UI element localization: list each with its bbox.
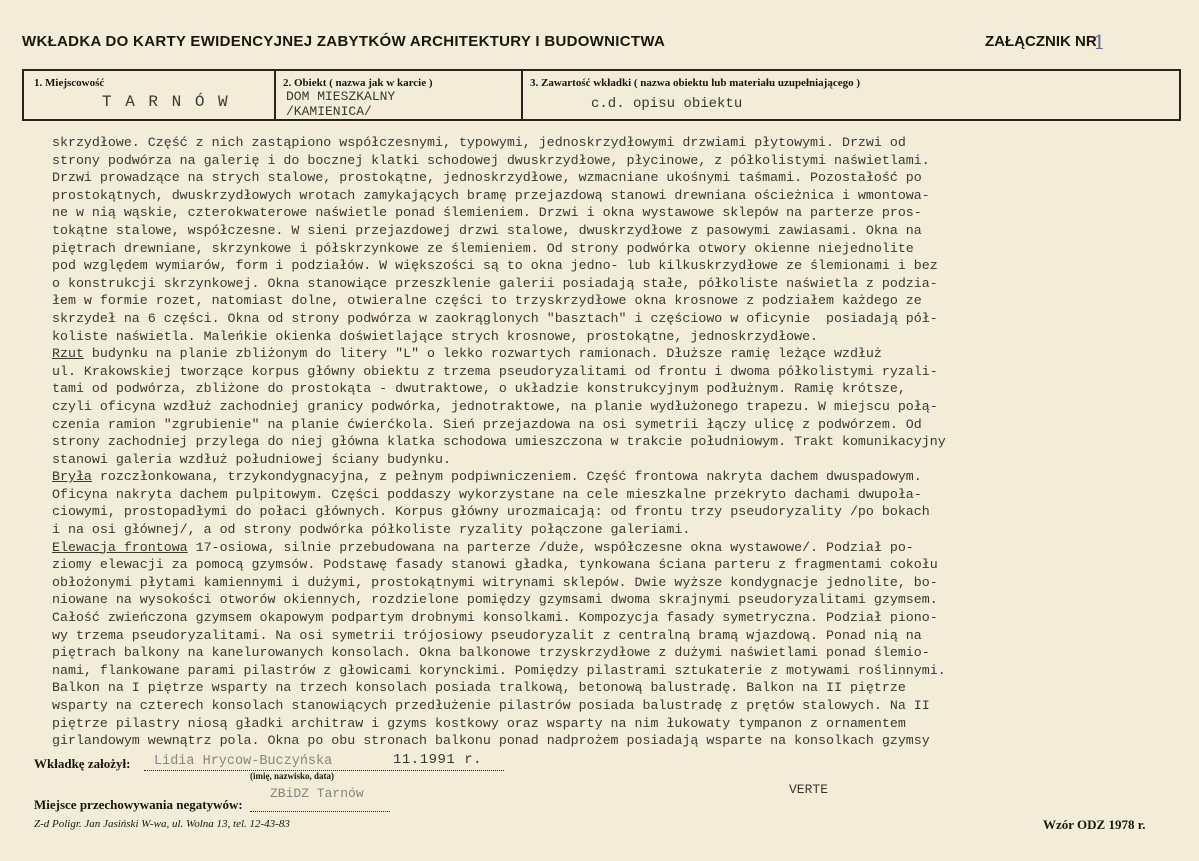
description-line: tokątne stalowe, współczesne. W sieni przejazdowej drzwi stalowe, dwuskrzydłowe z pasowymi zawiasami. Okna na bbox=[52, 222, 922, 238]
description-body bbox=[52, 134, 1192, 750]
description-line: Elewacja frontowa 17-osiowa, silnie przebudowana na parterze /duże, współczesne okna wystawowe/. Podział po- bbox=[52, 539, 914, 555]
printer-imprint: Z-d Poligr. Jan Jasiński W-wa, ul. Wolna 13, tel. 12-43-83 bbox=[34, 818, 290, 830]
description-line: Całość zwieńczona gzymsem okapowym podpartym drobnymi konsolkami. Kompozycja fasady symetryczna. Podział piono- bbox=[52, 610, 938, 626]
section-heading: Bryła bbox=[52, 469, 92, 485]
section-heading: Rzut bbox=[52, 346, 84, 362]
description-line: piętrach balkony na kanelurowanych konsolach. Okna balkonowe trzyskrzydłowe z dużymi naświetlami ponad ślemio- bbox=[52, 645, 930, 661]
description-line: ul. Krakowskiej tworzące korpus główny obiektu z trzema pseudoryzalitami od frontu i dwoma półkolistymi ryzali- bbox=[52, 363, 938, 379]
description-line: koliste naświetla. Maleńkie okienka doświetlające strych krosnowe, prostokątne, jednoskrzydłowe. bbox=[52, 328, 819, 344]
annex-label: ZAŁĄCZNIK NR bbox=[985, 33, 1097, 50]
description-line: stanowi galeria wzdłuż południowej ściany budynku. bbox=[52, 451, 451, 467]
header-fields-box bbox=[22, 69, 1181, 121]
created-by-name: Lidia Hrycow-Buczyńska bbox=[154, 754, 333, 769]
annex-number: 1 bbox=[1093, 30, 1106, 54]
description-line: nami, flankowane parami pilastrów z głowicami korynckimi. Pomiędzy pilastrami sztukaterie z motywami roślinnymi. bbox=[52, 662, 946, 678]
object-label: 2. Obiekt ( nazwa jak w karcie ) bbox=[283, 77, 433, 89]
description-line: czyli oficyna wzdłuż zachodniej granicy podwórka, jednotraktowe, na planie wydłużonego trapezu. W miejscu połą- bbox=[52, 398, 938, 414]
locality-value: T A R N Ó W bbox=[102, 93, 230, 111]
description-line: o konstrukcji skrzynkowej. Okna stanowiące przeszklenie galerii posiadają stałe, półkoliste naświetla z podzia- bbox=[52, 275, 938, 291]
description-line: tami od podwórza, zbliżone do prostokąta - dwutraktowe, o układzie konstrukcyjnym podłużnym. Ramię krótsze, bbox=[52, 381, 906, 397]
description-line: i na osi głównej/, a od strony podwórka półkoliste ryzality połączone galeriami. bbox=[52, 522, 691, 538]
description-line: obłożonymi płytami kamiennymi i dużymi, prostokątnymi witrynami sklepów. Dwie wyższe kondygnacje jednolite, bo- bbox=[52, 574, 938, 590]
description-line: Bryła rozczłonkowana, trzykondygnacyjna, z pełnym podpiwniczeniem. Część frontowa nakryta dachem dwuspadowym. bbox=[52, 469, 922, 485]
description-line: piętrze pilastry niosą gładki architraw i gzyms kostkowy oraz wsparty na nim łukowaty tympanon z ornamentem bbox=[52, 715, 906, 731]
description-line: strony zachodniej przylega do niej główna klatka schodowa umieszczona w trakcie południowym. Trakt komunikacyjny bbox=[52, 434, 946, 450]
description-line: Oficyna nakryta dachem pulpitowym. Części poddaszy wykorzystane na cele mieszkalne przekryto dachami dwupoła- bbox=[52, 486, 922, 502]
field-divider bbox=[521, 71, 523, 119]
created-date: 11.1991 r. bbox=[393, 752, 483, 768]
description-line: wsparty na czterech konsolach stanowiących przedłużenie pilastrów posiada balustradę z prętów stalowych. Na II bbox=[52, 698, 930, 713]
negatives-line bbox=[250, 811, 390, 812]
locality-label: 1. Miejscowość bbox=[34, 77, 105, 89]
description-line: strony podwórza na galerię i do bocznej klatki schodowej dwuskrzydłowe, płycinowe, z półkolistymi naświetlami. bbox=[52, 152, 930, 168]
content-value: c.d. opisu obiektu bbox=[591, 96, 743, 112]
description-line: czenia ramion "zgrubienie" na planie ćwierćkola. Sień przejazdowa na osi symetrii łączy ulicę z podwórzem. Od bbox=[52, 416, 922, 432]
description-line: ciowymi, prostopadłymi do połaci głównych. Korpus główny urozmaicają: od frontu trzy pseudoryzality /po bokach bbox=[52, 504, 930, 520]
description-line: pod względem wymiarów, form i podziałów. W większości są to okna jedno- lub kilkuskrzydłowe ze ślemionami i bez bbox=[52, 258, 938, 274]
created-by-hint: (imię, nazwisko, data) bbox=[250, 771, 334, 781]
form-model: Wzór ODZ 1978 r. bbox=[1043, 817, 1146, 832]
description-line: niowane na wysokości otworów okiennych, rozdzielone pomiędzy gzymsami dwoma skrajnymi pseudoryzalitami gzymsem. bbox=[52, 592, 938, 608]
verte-note: VERTE bbox=[789, 782, 829, 797]
section-heading: Elewacja frontowa bbox=[52, 539, 188, 555]
negatives-label: Miejsce przechowywania negatywów: bbox=[34, 797, 243, 812]
description-line: łem w formie rozet, natomiast dolne, otwieralne części to trzyskrzydłowe okna krosnowe z podziałem każdego ze bbox=[52, 293, 922, 309]
description-line: piętrach drewniane, skrzynkowe i półskrzynkowe ze ślemieniem. Od strony podwórka otwory okienne niejednolite bbox=[52, 240, 914, 256]
description-line: skrzydłowe. Część z nich zastąpiono współczesnymi, typowymi, jednoskrzydłowymi drzwiami płytowymi. Drzwi od bbox=[52, 135, 906, 150]
description-line: ziomy elewacji za pomocą gzymsów. Podstawę fasady stanowi gładka, tynkowana ściana parteru z fragmentami cokołu bbox=[52, 557, 938, 573]
description-line: skrzydeł na 6 części. Okna od strony podwórza w zaokrąglonych "basztach" i częściowo w oficynie posiadają pół- bbox=[52, 310, 938, 326]
description-line: Rzut budynku na planie zbliżonym do litery "L" o lekko rozwartych ramionach. Dłuższe ramię leżące wzdłuż bbox=[52, 346, 882, 362]
description-line: wy trzema pseudoryzalitami. Na osi symetrii trójosiowy pseudoryzalit z centralną bramą wjazdową. Ponad nią na bbox=[52, 627, 922, 643]
description-line: prostokątnych, dwuskrzydłowych wrotach zamykających bramę przejazdową stanowi drewniana ościeżnica i wmontowa- bbox=[52, 187, 930, 203]
description-line: girlandowym wewnątrz pola. Okna po obu stronach balkonu ponad nadprożem posiadają wsparte na konsolkach gzymsy bbox=[52, 733, 930, 749]
created-by-label: Wkładkę założył: bbox=[34, 756, 131, 771]
card-title: WKŁADKA DO KARTY EWIDENCYJNEJ ZABYTKÓW ARCHITEKTURY I BUDOWNICTWA bbox=[22, 33, 666, 50]
object-value-line-1: DOM MIESZKALNY bbox=[286, 89, 396, 104]
description-line: ne w nią wąskie, czterokwaterowe naświetle ponad ślemieniem. Drzwi i okna wystawowe sklepów na parterze pros- bbox=[52, 205, 922, 221]
object-value-line-2: /KAMIENICA/ bbox=[286, 104, 372, 119]
content-label: 3. Zawartość wkładki ( nazwa obiektu lub materiału uzupełniającego ) bbox=[530, 77, 861, 89]
negatives-stamp: ZBiDZ Tarnów bbox=[270, 786, 364, 801]
description-line: Balkon na I piętrze wsparty na trzech konsolach posiada tralkową, betonową balustradę. Balkon na II piętrze bbox=[52, 680, 906, 696]
field-divider bbox=[274, 71, 276, 119]
description-line: Drzwi prowadzące na strych stalowe, prostokątne, jednoskrzydłowe, wzmacniane ukośnymi taśmami. Pozostałość po bbox=[52, 170, 922, 186]
